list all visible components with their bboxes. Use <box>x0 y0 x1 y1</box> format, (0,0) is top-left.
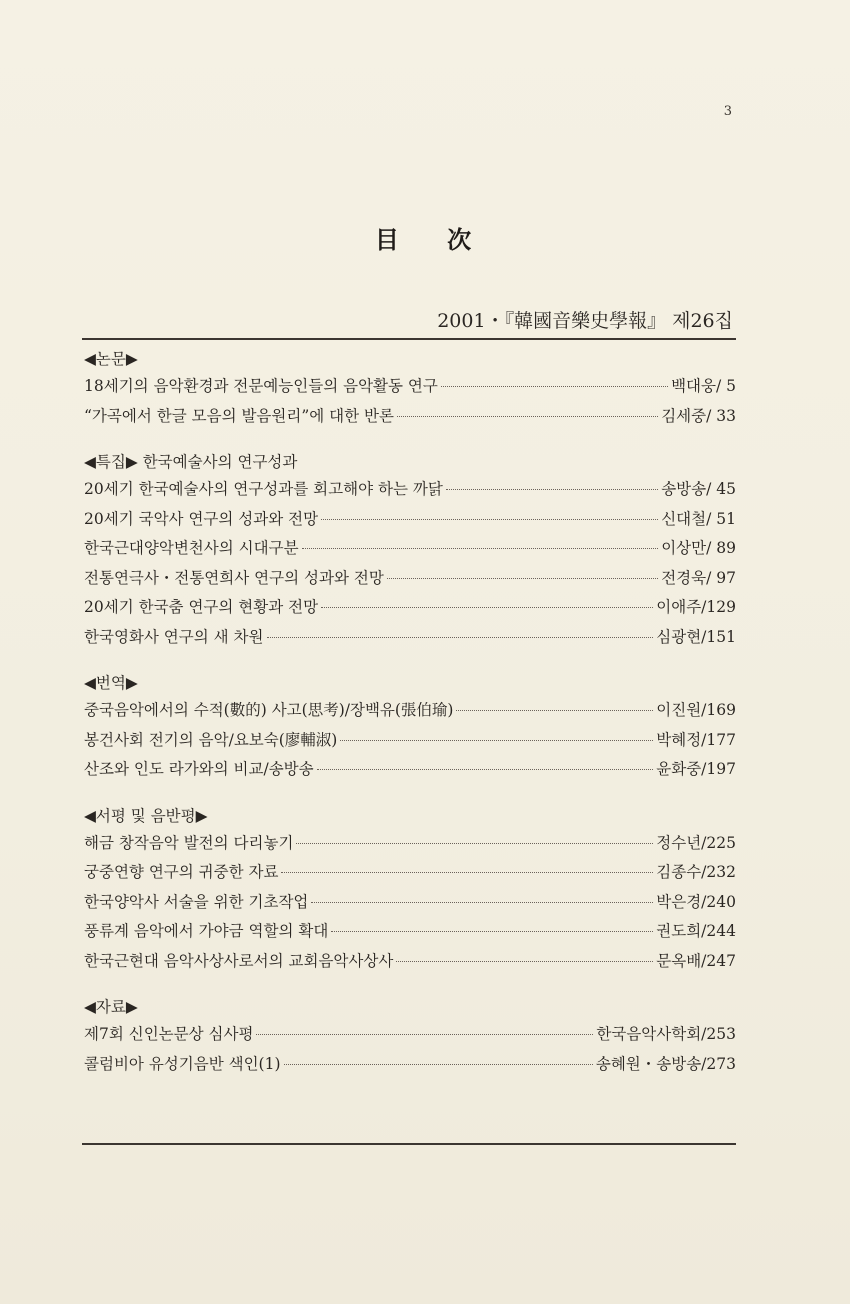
dot-leader <box>387 578 658 579</box>
entry-author-page: 한국음악사학회/253 <box>596 1025 736 1043</box>
entry-title: 전통연극사・전통연희사 연구의 성과와 전망 <box>84 568 384 587</box>
entry-title: “가곡에서 한글 모음의 발음원리”에 대한 반론 <box>84 406 394 425</box>
toc-entry <box>84 475 736 505</box>
dot-leader <box>321 519 658 520</box>
entry-author-page: 김세중/ 33 <box>661 406 736 425</box>
entry-title: 18세기의 음악환경과 전문예능인들의 음악활동 연구 <box>84 377 438 395</box>
entry-title: 봉건사회 전기의 음악/요보숙(廖輔淑) <box>84 730 338 749</box>
entry-author-page: 정수년/225 <box>656 833 736 852</box>
dot-leader <box>446 489 658 490</box>
entry-title: 한국근현대 음악사상사로서의 교회음악사상사 <box>84 951 394 970</box>
page-title: 目 次 <box>374 225 492 254</box>
dot-leader <box>267 637 654 638</box>
entry-title: 산조와 인도 라가와의 비교/송방송 <box>84 760 314 778</box>
top-divider <box>82 338 736 340</box>
dot-leader <box>317 769 654 770</box>
section-heading: ◀자료▶ <box>84 998 138 1016</box>
toc-entry <box>84 534 736 564</box>
toc-entry <box>84 917 736 947</box>
toc-entry <box>84 1020 736 1050</box>
entry-author-page: 박혜정/177 <box>656 730 736 749</box>
toc-entry <box>84 402 736 432</box>
entry-title: 해금 창작음악 발전의 다리놓기 <box>84 833 294 852</box>
toc-section <box>84 803 736 977</box>
entry-title: 한국양악사 서술을 위한 기초작업 <box>84 892 309 911</box>
section-heading: ◀서평 및 음반평▶ <box>84 806 208 825</box>
toc-entry <box>84 829 736 859</box>
dot-leader <box>456 710 653 711</box>
dot-leader <box>441 386 668 387</box>
table-of-contents <box>84 346 736 1097</box>
toc-entry <box>84 623 736 653</box>
toc-entry <box>84 593 736 623</box>
toc-entry <box>84 564 736 594</box>
entry-author-page: 송혜원・송방송/273 <box>595 1054 736 1073</box>
entry-title: 20세기 국악사 연구의 성과와 전망 <box>84 509 319 528</box>
toc-section <box>84 346 736 431</box>
entry-title: 제7회 신인논문상 심사평 <box>84 1025 254 1043</box>
entry-author-page: 문옥배/247 <box>656 951 736 970</box>
entry-author-page: 김종수/232 <box>656 863 736 881</box>
page-number: 3 <box>723 104 732 119</box>
entry-author-page: 백대웅/ 5 <box>671 377 736 395</box>
dot-leader <box>321 607 653 608</box>
toc-entry <box>84 1050 736 1080</box>
entry-author-page: 전경욱/ 97 <box>661 568 736 587</box>
entry-title: 한국영화사 연구의 새 차원 <box>84 627 264 646</box>
entry-title: 콜럼비아 유성기음반 색인(1) <box>84 1054 281 1073</box>
entry-title: 20세기 한국예술사의 연구성과를 회고해야 하는 까닭 <box>84 480 443 498</box>
toc-section <box>84 449 736 652</box>
dot-leader <box>302 548 659 549</box>
section-heading: ◀번역▶ <box>84 674 138 692</box>
entry-title: 풍류계 음악에서 가야금 역할의 확대 <box>84 922 329 940</box>
entry-author-page: 권도희/244 <box>656 922 736 940</box>
section-heading: ◀논문▶ <box>84 350 138 368</box>
toc-entry <box>84 505 736 535</box>
toc-entry <box>84 755 736 785</box>
entry-title: 20세기 한국춤 연구의 현황과 전망 <box>84 598 319 616</box>
dot-leader <box>331 931 653 932</box>
section-heading: ◀특집▶ 한국예술사의 연구성과 <box>84 453 298 471</box>
entry-author-page: 신대철/ 51 <box>661 509 736 528</box>
entry-author-page: 심광현/151 <box>656 627 736 646</box>
entry-author-page: 이진원/169 <box>656 701 736 719</box>
entry-author-page: 윤화중/197 <box>656 760 736 778</box>
journal-issue-line: 2001・『韓國音樂史學報』 제26집 <box>437 310 733 332</box>
entry-title: 궁중연향 연구의 귀중한 자료 <box>84 863 279 881</box>
toc-entry <box>84 726 736 756</box>
dot-leader <box>256 1034 593 1035</box>
toc-section <box>84 670 736 785</box>
entry-author-page: 박은경/240 <box>656 892 736 911</box>
dot-leader <box>396 961 653 962</box>
dot-leader <box>284 1064 593 1065</box>
bottom-divider <box>82 1143 736 1145</box>
toc-entry <box>84 888 736 918</box>
toc-entry <box>84 858 736 888</box>
toc-entry <box>84 947 736 977</box>
toc-entry <box>84 696 736 726</box>
dot-leader <box>397 416 658 417</box>
dot-leader <box>311 902 653 903</box>
entry-author-page: 이상만/ 89 <box>661 539 736 557</box>
entry-title: 중국음악에서의 수적(數的) 사고(思考)/장백유(張伯瑜) <box>84 701 454 719</box>
dot-leader <box>296 843 653 844</box>
toc-section <box>84 994 736 1079</box>
dot-leader <box>340 740 653 741</box>
entry-author-page: 송방송/ 45 <box>661 480 736 498</box>
toc-entry <box>84 372 736 402</box>
dot-leader <box>281 872 653 873</box>
entry-title: 한국근대양악변천사의 시대구분 <box>84 539 299 557</box>
entry-author-page: 이애주/129 <box>656 598 736 616</box>
